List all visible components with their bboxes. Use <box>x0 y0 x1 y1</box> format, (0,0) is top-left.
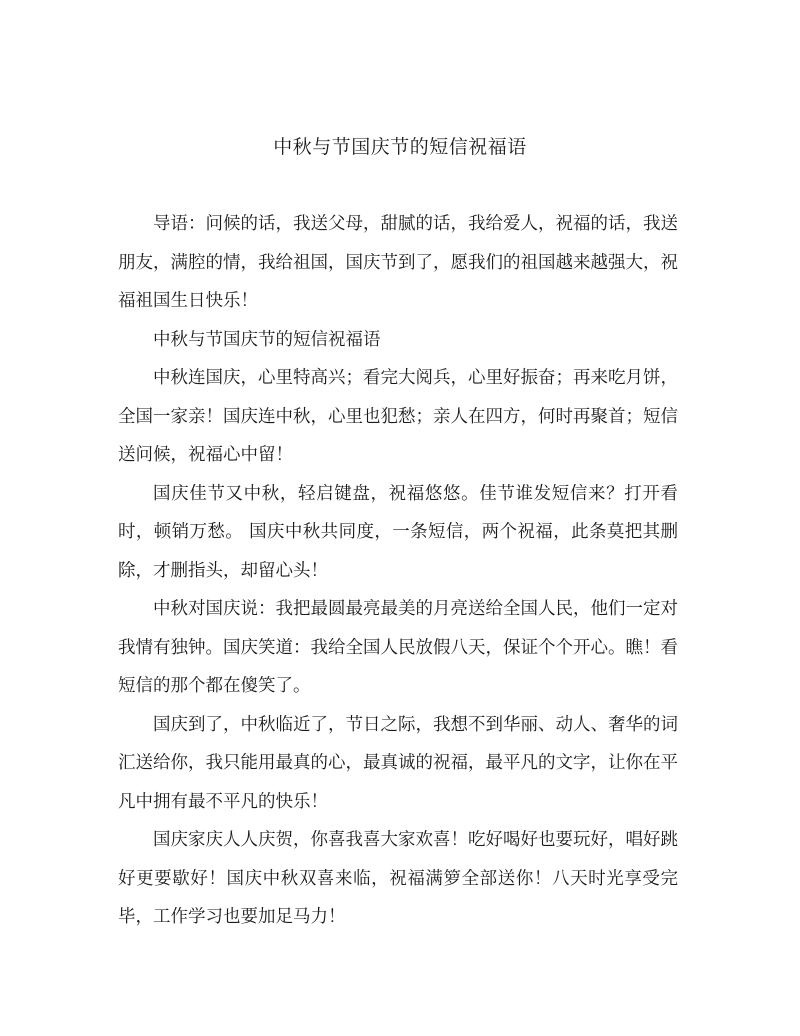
intro-paragraph: 导语：问候的话，我送父母，甜腻的话，我给爱人，祝福的话，我送朋友，满腔的情，我给祖国，国庆节到了，愿我们的祖国越来越强大，祝福祖国生日快乐！ <box>118 214 678 311</box>
body-paragraph: 国庆佳节又中秋，轻启键盘，祝福悠悠。佳节谁发短信来？打开看时，顿销万愁。 国庆中秋共同度，一条短信，两个祝福，此条莫把其删除，才删指头，却留心头！ <box>118 483 678 581</box>
body-paragraph: 国庆到了，中秋临近了，节日之际，我想不到华丽、动人、奢华的词汇送给你，我只能用最真的心，最真诚的祝福，最平凡的文字，让你在平凡中拥有最不平凡的快乐！ <box>118 714 678 812</box>
section-heading: 中秋与节国庆节的短信祝福语 <box>153 329 381 350</box>
body-paragraph: 中秋对国庆说：我把最圆最亮最美的月亮送给全国人民，他们一定对我情有独钟。国庆笑道：我给全国人民放假八天，保证个个开心。瞧！看短信的那个都在傻笑了。 <box>118 599 678 696</box>
document-body <box>118 205 678 937</box>
document-title: 中秋与节国庆节的短信祝福语 <box>273 136 527 158</box>
body-paragraph: 国庆家庆人人庆贺，你喜我喜大家欢喜！吃好喝好也要玩好，唱好跳好更要歇好！国庆中秋双喜来临，祝福满箩全部送你！八天时光享受完毕，工作学习也要加足马力！ <box>118 830 678 927</box>
body-paragraph: 中秋连国庆，心里特高兴；看完大阅兵，心里好振奋；再来吃月饼，全国一家亲！国庆连中秋，心里也犯愁；亲人在四方，何时再聚首；短信送问候，祝福心中留！ <box>118 368 678 465</box>
